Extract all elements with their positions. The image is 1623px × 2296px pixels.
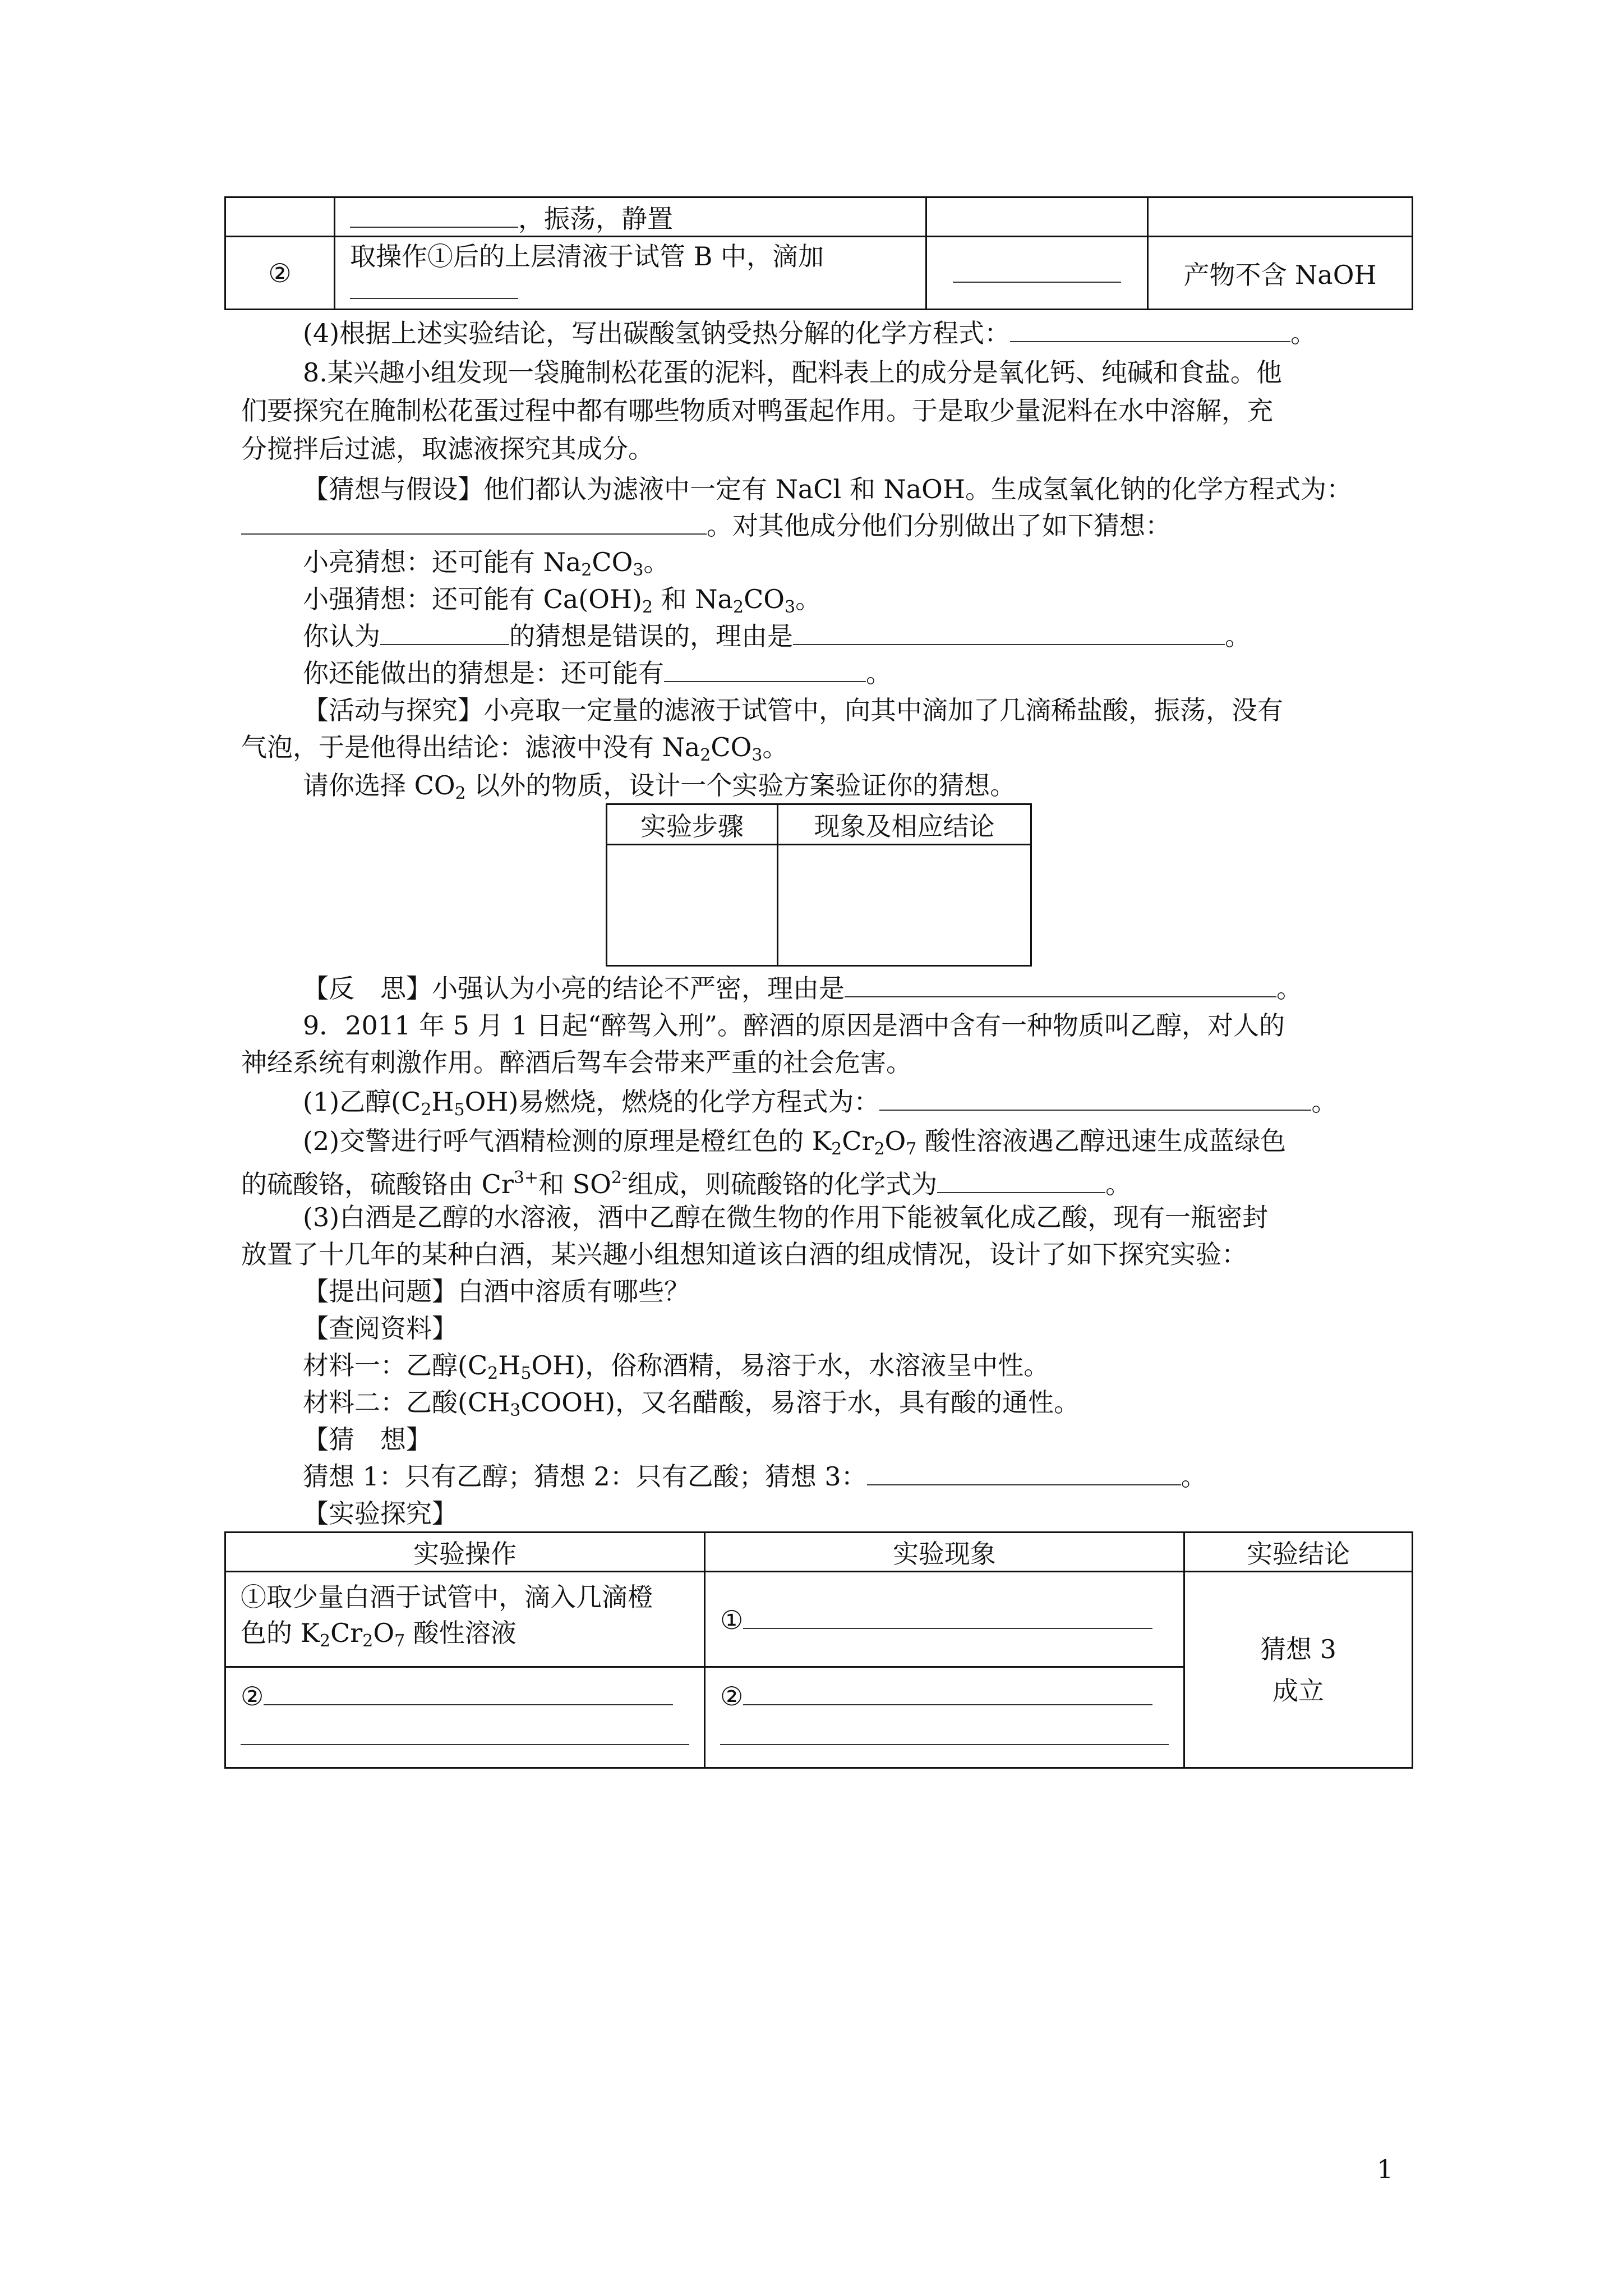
- q9-reference-title: 【查阅资料】: [303, 1313, 458, 1343]
- q9-table-conclusion: 猜想 3 成立: [1184, 1572, 1413, 1768]
- q9-table-r2-phenomenon[interactable]: ②: [705, 1667, 1184, 1768]
- top-table-r1-phen: [926, 197, 1148, 237]
- q8-activity-2: 气泡，于是他得出结论：滤液中没有 $Na_2CO_3$。: [241, 732, 789, 765]
- q9-table-r2-operation[interactable]: ②: [225, 1667, 705, 1768]
- q8-reflection: 【反 思】小强认为小亮的结论不严密，理由是 。: [303, 970, 1302, 1006]
- q9-part1: (1)乙醇$(C_2H_5OH)$易燃烧，燃烧的化学方程式为： 。: [303, 1084, 1337, 1128]
- top-table: [224, 196, 1413, 310]
- q9-material2: 材料二：乙酸$(CH_3COOH)$，又名醋酸，易溶于水，具有酸的通性。: [303, 1387, 1080, 1420]
- q8-xiaoqiang-guess: 小强猜想：还可能有 $Ca(OH)_2$ 和 $Na_2CO_3$。: [303, 584, 822, 617]
- q9-part3-1: (3)白酒是乙醇的水溶液，酒中乙醇在微生物的作用下能被氧化成乙酸，现有一瓶密封: [303, 1202, 1269, 1232]
- q8-hypothesis: 【猜想与假设】他们都认为滤液中一定有 NaCl 和 NaOH。生成氢氧化钠的化学方程式为：: [303, 474, 1352, 504]
- top-table-r1-op: ，振荡，静置: [335, 197, 926, 237]
- q7-part4: (4)根据上述实验结论，写出碳酸氢钠受热分解的化学方程式： 。: [303, 315, 1316, 351]
- top-table-r2-num: ②: [225, 237, 335, 310]
- q9-part3-2: 放置了十几年的某种白酒，某兴趣小组想知道该白酒的组成情况，设计了如下探究实验：: [241, 1239, 1247, 1269]
- q9-table-r1-phenomenon[interactable]: ①: [705, 1572, 1184, 1667]
- q8-design: 请你选择 $CO_2$ 以外的物质，设计一个实验方案验证你的猜想。: [303, 770, 1016, 803]
- q8-design-table: [606, 803, 1032, 967]
- q9-guess-title: 【猜 想】: [303, 1424, 432, 1455]
- q9-line2: 神经系统有刺激作用。醉酒后驾车会带来严重的社会危害。: [241, 1047, 912, 1078]
- top-table-r2-phen: [926, 237, 1148, 310]
- top-table-r1-concl: [1148, 197, 1413, 237]
- top-table-r1-num: [225, 197, 335, 237]
- q9-table-header-operation: 实验操作: [225, 1533, 705, 1572]
- q8-activity-1: 【活动与探究】小亮取一定量的滤液于试管中，向其中滴加了几滴稀盐酸，振荡，没有: [303, 695, 1283, 725]
- q9-part2-1: (2)交警进行呼气酒精检测的原理是橙红色的 $K_2Cr_2O_7$ 酸性溶液遇乙醇迅速生成蓝绿色: [303, 1126, 1286, 1159]
- q8-table-header-result: 现象及相应结论: [778, 804, 1031, 845]
- q9-material1: 材料一：乙醇$(C_2H_5OH)$，俗称酒精，易溶于水，水溶液呈中性。: [303, 1350, 1050, 1383]
- q8-table-header-steps: 实验步骤: [607, 804, 778, 845]
- q8-table-steps-cell[interactable]: [607, 845, 778, 966]
- q8-line2: 们要探究在腌制松花蛋过程中都有哪些物质对鸭蛋起作用。于是取少量泥料在水中溶解，充: [241, 395, 1273, 426]
- q9-table-r1-operation: ①取少量白酒于试管中，滴入几滴橙 色的 $K_2Cr_2O_7$ 酸性溶液: [225, 1572, 705, 1667]
- q9-question: 【提出问题】白酒中溶质有哪些？: [303, 1276, 690, 1306]
- q8-other-guess: 你还能做出的猜想是：还可能有 。: [303, 655, 892, 691]
- q9-experiment-table: [224, 1531, 1413, 1769]
- q9-line1: 9．2011 年 5 月 1 日起“醉驾入刑”。醉酒的原因是酒中含有一种物质叫乙醇，对人的: [303, 1010, 1285, 1041]
- q8-xiaoliang-guess: 小亮猜想：还可能有 $Na_2CO_3$。: [303, 547, 670, 580]
- top-table-r2-op: 取操作①后的上层清液于试管 B 中，滴加: [335, 237, 926, 310]
- q9-table-header-conclusion: 实验结论: [1184, 1533, 1413, 1572]
- q8-line1: 8.某兴趣小组发现一袋腌制松花蛋的泥料，配料表上的成分是氧化钙、纯碱和食盐。他: [303, 357, 1282, 388]
- q9-experiment-title: 【实验探究】: [303, 1498, 458, 1529]
- q8-table-result-cell[interactable]: [778, 845, 1031, 966]
- q9-part2-2: 的硫酸铬，硫酸铬由 $Cr^{3+}$和 $SO^{2-}$组成，则硫酸铬的化学式为 。: [241, 1168, 1132, 1199]
- q9-guesses: 猜想 1：只有乙醇；猜想 2：只有乙酸；猜想 3： 。: [303, 1458, 1207, 1494]
- q8-hypothesis-2: 。对其他成分他们分别做出了如下猜想：: [241, 508, 1171, 544]
- q8-you-think: 你认为 的猜想是错误的，理由是 。: [303, 618, 1251, 654]
- top-table-r2-concl: 产物不含 NaOH: [1148, 237, 1413, 310]
- page-number: 1: [1377, 2154, 1394, 2184]
- q9-table-header-phenomenon: 实验现象: [705, 1533, 1184, 1572]
- q8-line3: 分搅拌后过滤，取滤液探究其成分。: [241, 434, 654, 464]
